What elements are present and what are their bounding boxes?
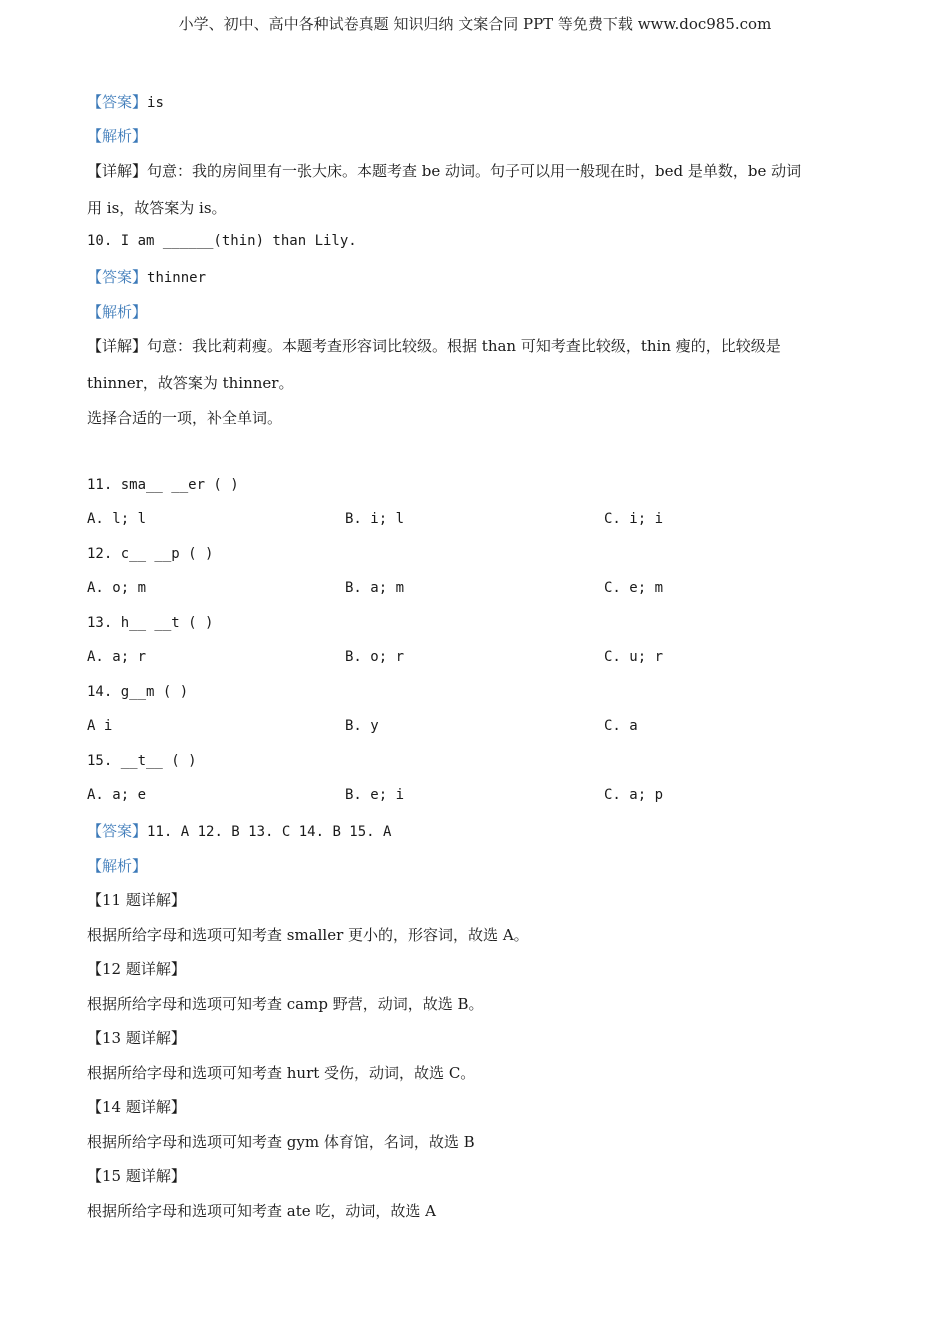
q10-detail-line1 [87, 335, 781, 356]
q13-option-a: A. a; r [87, 649, 147, 665]
q11-option-a: A. l; l [87, 511, 147, 527]
q12-option-a: A. o; m [87, 580, 147, 596]
q15-option-c: C. a; p [604, 787, 664, 803]
q12-option-b: B. a; m [345, 580, 405, 596]
q13-option-b: B. o; r [345, 649, 405, 665]
detail-tag: 【详解】 [87, 162, 148, 180]
q15-stem: 15. __t__ ( ) [87, 753, 197, 769]
q10-detail-text: 句意：我比莉莉瘦。本题考查形容词比较级。根据 than 可知考查比较级，thin 瘦的，比较级是 [147, 337, 781, 355]
answer-tag: 【答案】 [87, 268, 148, 286]
q9-detail-line2: 用 is，故答案为 is。 [87, 199, 227, 217]
detail-tag: 【详解】 [87, 337, 148, 355]
q12-stem: 12. c__ __p ( ) [87, 546, 214, 562]
q11-stem: 11. sma__ __er ( ) [87, 477, 239, 493]
q13-option-c: C. u; r [604, 649, 664, 665]
q15-detail-title: 【15 题详解】 [87, 1167, 186, 1185]
q13-detail-title: 【13 题详解】 [87, 1029, 186, 1047]
q10-question: 10. I am ______(thin) than Lily. [87, 233, 357, 249]
q11-option-c: C. i; i [604, 511, 664, 527]
answer-tag: 【答案】 [87, 93, 148, 111]
q9-detail-line1 [87, 160, 801, 181]
q15-detail-text: 根据所给字母和选项可知考查 ate 吃，动词，故选 A [87, 1202, 436, 1220]
q11-option-b: B. i; l [345, 511, 405, 527]
q9-answer-line [87, 91, 164, 112]
answers-11-15-line [87, 820, 391, 841]
q14-detail-text: 根据所给字母和选项可知考查 gym 体育馆，名词，故选 B [87, 1133, 475, 1151]
analysis-11-15-tag: 【解析】 [87, 857, 148, 875]
q12-detail-text: 根据所给字母和选项可知考查 camp 野营，动词，故选 B。 [87, 995, 484, 1013]
answer-tag: 【答案】 [87, 822, 148, 840]
q15-option-b: B. e; i [345, 787, 405, 803]
q13-stem: 13. h__ __t ( ) [87, 615, 214, 631]
q14-stem: 14. g__m ( ) [87, 684, 189, 700]
section-instruction: 选择合适的一项，补全单词。 [87, 409, 283, 427]
q13-detail-text: 根据所给字母和选项可知考查 hurt 受伤，动词，故选 C。 [87, 1064, 476, 1082]
q10-answer: thinner [147, 270, 207, 286]
q9-answer: is [147, 95, 164, 111]
q11-detail-title: 【11 题详解】 [87, 891, 186, 909]
q10-answer-line [87, 266, 206, 287]
q10-analysis-tag: 【解析】 [87, 303, 148, 321]
q14-detail-title: 【14 题详解】 [87, 1098, 186, 1116]
q14-option-b: B. y [345, 718, 379, 734]
page-header[interactable]: 小学、初中、高中各种试卷真题 知识归纳 文案合同 PPT 等免费下载 www.doc985.com [178, 15, 772, 33]
q12-detail-title: 【12 题详解】 [87, 960, 186, 978]
q10-detail-line2: thinner，故答案为 thinner。 [87, 374, 294, 392]
q9-detail-text: 句意：我的房间里有一张大床。本题考查 be 动词。句子可以用一般现在时，bed 是单数，be 动词 [147, 162, 802, 180]
answers-11-15: 11. A 12. B 13. C 14. B 15. A [147, 824, 392, 840]
q11-detail-text: 根据所给字母和选项可知考查 smaller 更小的，形容词，故选 A。 [87, 926, 529, 944]
q14-option-c: C. a [604, 718, 638, 734]
q12-option-c: C. e; m [604, 580, 664, 596]
q15-option-a: A. a; e [87, 787, 147, 803]
q14-option-a: A i [87, 718, 113, 734]
q9-analysis-tag: 【解析】 [87, 127, 148, 145]
